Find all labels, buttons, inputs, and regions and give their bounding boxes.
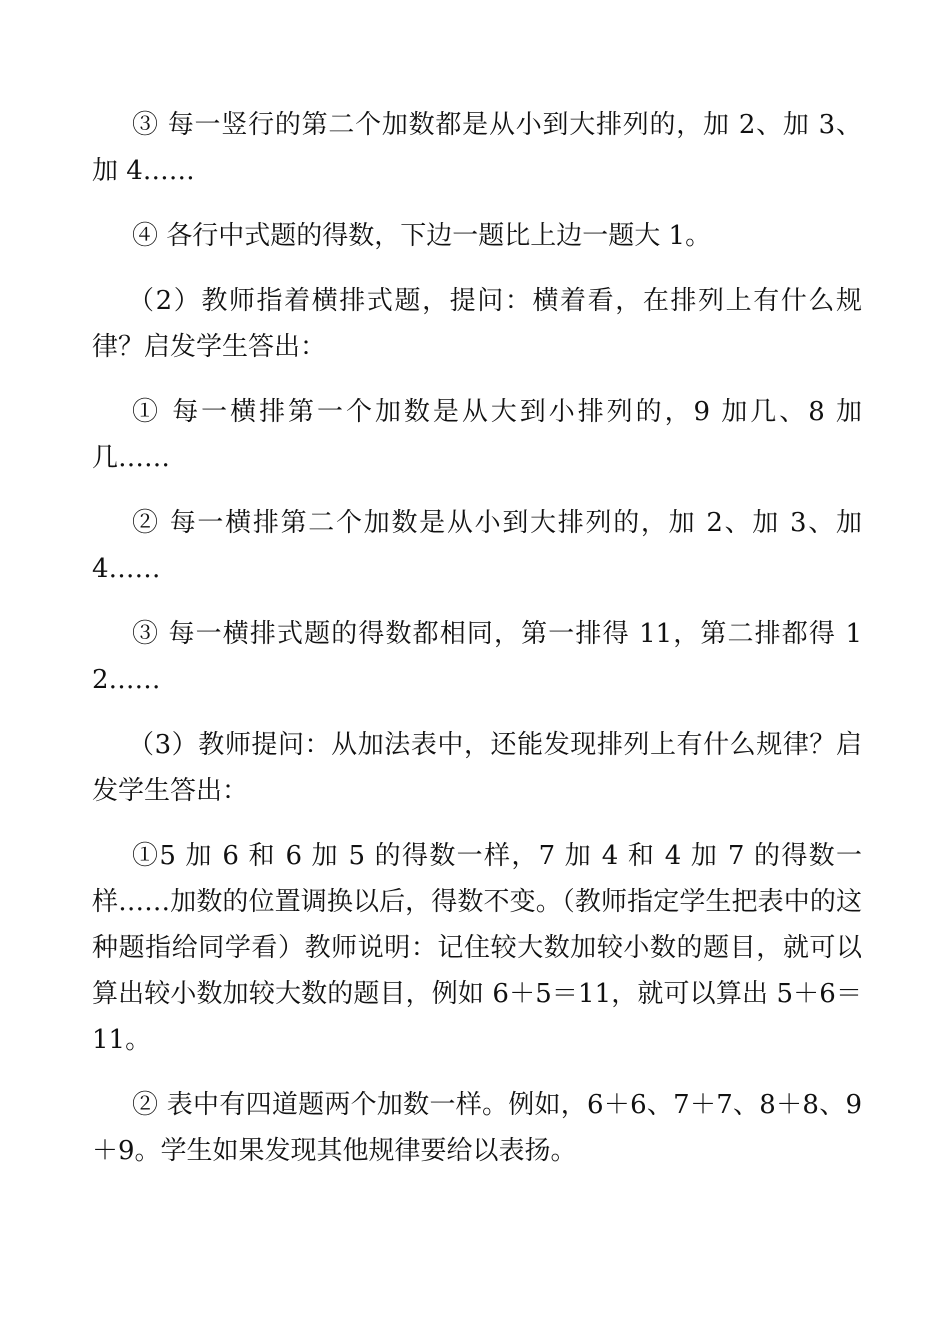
paragraph-7: （3）教师提问：从加法表中，还能发现排列上有什么规律？启发学生答出： bbox=[92, 730, 862, 806]
paragraph-2: ④ 各行中式题的得数，下边一题比上边一题大 1。 bbox=[132, 221, 712, 251]
paragraph-8: ①5 加 6 和 6 加 5 的得数一样，7 加 4 和 4 加 7 的得数一样……加数的位置调换以后，得数不变。（教师指定学生把表中的这种题指给同学看）教师说明：记住较大数加较小数的题目，就可以算出较小数加较大数的题目，例如 6＋5＝11，就可以算出 5＋6＝11。 bbox=[92, 841, 862, 1055]
paragraph-4: ① 每一横排第一个加数是从大到小排列的，9 加几、8 加几…… bbox=[92, 397, 862, 473]
paragraph-9: ② 表中有四道题两个加数一样。例如，6＋6、7＋7、8＋8、9＋9。学生如果发现其他规律要给以表扬。 bbox=[92, 1090, 862, 1166]
paragraph-5: ② 每一横排第二个加数是从小到大排列的，加 2、加 3、加 4…… bbox=[92, 508, 862, 584]
paragraph-3: （2）教师指着横排式题，提问：横着看，在排列上有什么规律？启发学生答出： bbox=[92, 286, 862, 362]
document-body bbox=[92, 102, 862, 1193]
paragraph-6: ③ 每一横排式题的得数都相同，第一排得 11，第二排都得 12…… bbox=[92, 619, 862, 695]
paragraph-1: ③ 每一竖行的第二个加数都是从小到大排列的，加 2、加 3、加 4…… bbox=[92, 110, 862, 186]
